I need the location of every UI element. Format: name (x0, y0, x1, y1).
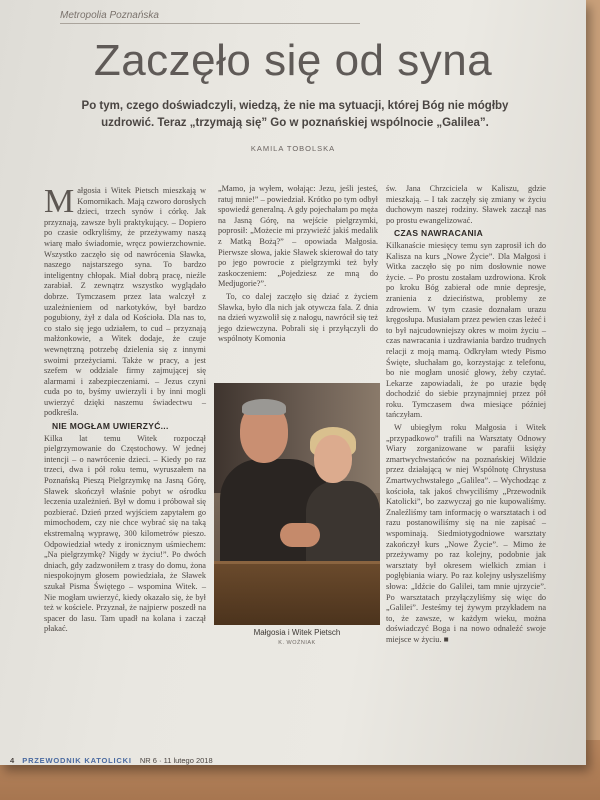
drop-cap: M (44, 183, 75, 220)
paragraph: Kilkanaście miesięcy temu syn zaprosił ich do Kalisza na kurs „Nowe Życie”. Dla Małgosi i Witka zaczęło się po nim dosłownie nowe życie. – Po prostu zostałam uzdrowiona. Krok po kroku Bóg zabierał ode mnie depresje, zranienia z dzieciństwa, problemy ze zdrowiem. W tym czasie doznałam urazu kręgosłupa. Musiałam przez pewien czas leżeć i to był najcudowniejszy okres w moim życiu – czas nawracania i uzdrawiania bardzo trudnych relacji z moją mamą. Odkryłam wtedy Pismo Święte, słuchałam go, korzystając z telefonu, bo nie mogłam unosić głowy, żeby czytać. Lekarze zapowiadali, że po urazie będę dochodzić do siebie przynajmniej przez pół roku. Tymczasem dwa miesiące później tańczyłam. (386, 240, 546, 420)
subheading: CZAS NAWRACANIA (394, 228, 484, 239)
photo-caption: Małgosia i Witek Pietsch (253, 628, 341, 637)
article-title: Zaczęło się od syna (93, 36, 493, 85)
couple-photo (214, 383, 380, 625)
issue-info: NR 6 · 11 lutego 2018 (139, 756, 213, 765)
subheading: NIE MOGŁAM UWIERZYĆ... (52, 421, 169, 432)
paragraph: Kilka lat temu Witek rozpoczął pielgrzymowanie do Częstochowy. W jednej intencji – o nawrócenie dzieci. – Kiedy po raz trzeci, dwa i pół roku temu, wyruszałem na Poznańską Pieszą Pielgrzymkę na Jasną Górę, Sławek skończył właśnie pobyt w ośrodku leczenia uzależnień. Był w domu i próbował się pozbierać. Dzień przed wyjściem zapytałem go mimochodem, czy nie chce wybrać się na taką ekstremalną wyprawę, 300 kilometrów pieszo. Odpowiedział wtedy z ironicznym uśmiechem: „Na pielgrzymkę? Nigdy w życiu!”. Po dwóch dniach, gdy zadzwoniłem z trasy do domu, żona niespokojnym głosem powiedziała, że Sławek szukał Pisma Świętego – wspomina Witek. – Nie mogłam uwierzyć, kiedy okazało się, że był też w kościele. Przyznał, że najpierw poszedł na spacer do lasu. Tam upadł na kolana i zaczął płakać. (44, 433, 206, 634)
article-lead: Po tym, czego doświadczyli, wiedzą, że nie ma sytuacji, której Bóg nie mógłby uzdrowić. Teraz „trzymają się” Go w poznańskiej wspólnocie „Galilea”. (81, 100, 509, 129)
page-number: 4 (10, 756, 15, 765)
paragraph: św. Jana Chrzciciela w Kaliszu, gdzie mieszkają. – I tak zaczęły się zmiany w życiu duchowym naszej rodziny. Sławek zaczął nas po prostu ewangelizować. (386, 184, 546, 225)
section-label: Metropolia Poznańska (60, 10, 360, 24)
text-column-3 (386, 184, 546, 754)
paragraph: W ubiegłym roku Małgosia i Witek „przypadkowo” trafili na Warsztaty Odnowy Wiary zorganizowane w parafii księży zmartwychwstańców na poznańskiej Wildzie przez działającą w niej Wspólnotę Chrystusa Zmartwychwstałego „Galilea”. – Wychodząc z kościoła, tak jakoś chwyciliśmy „Przewodnik Katolicki”, bo zazwyczaj go nie kupowaliśmy. Znaleźliśmy tam informację o warsztatach i od razu postanowiliśmy się na nie zapisać – wspominają. Siedmiotygodniowe warsztaty zakończył kurs „Nowe Życie”. – Mimo że przeżywamy po raz kolejny, podobnie jak warsztaty był okresem wielkich zmian i pogłębiania wiary. Po raz kolejny usłyszeliśmy słowa: „Idźcie do Galilei, tam mnie ujrzycie”. Po warsztatach przyłączyliśmy się więc do „Galilei”. Jesteśmy tej żywym przykładem na to, że zawsze, w każdym wieku, można doświadczyć Boga i na nowo odnaleźć swoje miejsce w życiu. ■ (386, 423, 546, 644)
author-byline: KAMILA TOBOLSKA (250, 144, 336, 153)
magazine-name: PRZEWODNIK KATOLICKI (22, 756, 132, 765)
paragraph: „Mamo, ja wyłem, wołając: Jezu, jeśli jesteś, ratuj mnie!” – powiedział. Krótko po tym odbył spowiedź generalną. A gdy pojechałam po męża na Jasną Górę, na wejście pielgrzymki, poprosił: „Możecie mi przywieźć jakiś medalik z Matką Bożą?” – opowiada Małgosia. Pierwsze słowa, jakie Sławek skierował do taty po jego powrocie z pielgrzymki też były zaskoczeniem: „Pojedziesz ze mną do Medjugorie?”. (218, 184, 378, 289)
text-column-2 (218, 184, 378, 372)
paragraph: Małgosia i Witek Pietsch mieszkają w Komornikach. Mają czworo dorosłych dzieci, trzech synów i córkę. Jak przyznają, zawsze byli praktykujący. – Dopiero po czasie odkryliśmy, że przeżywamy naszą wiarę mało świadomie, wręcz powierzchownie. Wszystko zaczęło się od nawrócenia Sławka, naszego najstarszego syna. To bardzo inteligentny chłopak. Miał dobrą pracę, nieźle zarabiał. Z zewnątrz wszystko wyglądało dobrze. Tymczasem przez lata walczył z uzależnieniem od narkotyków, był bardzo pogubiony, żył z dala od Kościoła. Dla nas to, co stało się jego udziałem, to cud – przyznają małżonkowie, a Witek dodaje, że czuje wewnętrzną potrzebę dzielenia się z innymi swoimi przeżyciami. Także w pracy, a jest szefem w oddziale firmy zajmującej się alarmami i zabezpieczeniami. – Jezus czyni cuda po to, byśmy uwierzyli i by inni mogli uwierzyć dzięki naszemu świadectwu – podkreśla. (44, 183, 206, 418)
end-mark: ■ (443, 634, 449, 644)
paragraph: To, co dalej zaczęło się dziać z życiem Sławka, było dla nich jak otywcza fala. Z dnia na dzień wyzwolił się z nałogu, nawrócił się też jego dziewczyna. Pobrali się i przyłączyli do wspólnoty Komonia (218, 291, 378, 344)
text-column-1 (44, 183, 206, 741)
page-footer (10, 756, 570, 765)
photo-credit: K. WOŹNIAK (278, 640, 316, 646)
